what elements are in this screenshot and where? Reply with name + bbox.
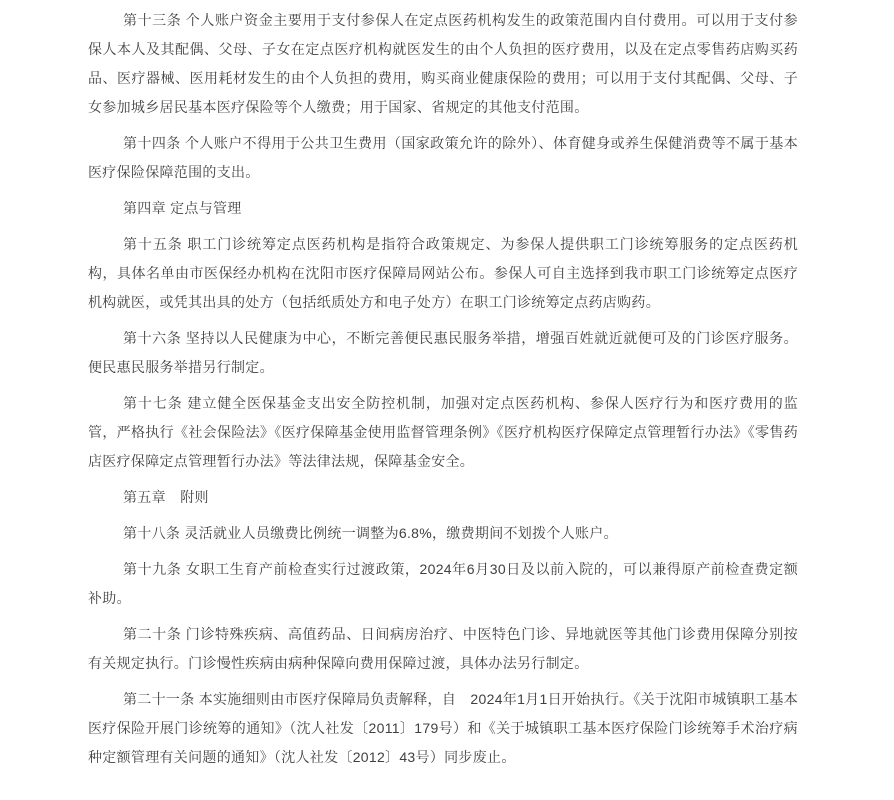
document-body bbox=[88, 6, 798, 779]
document-paragraph: 第十六条 坚持以人民健康为中心，不断完善便民惠民服务举措，增强百姓就近就便可及的门诊医疗服务。便民惠民服务举措另行制定。 bbox=[88, 330, 798, 375]
document-paragraph: 第二十一条 本实施细则由市医疗保障局负责解释，自 2024年1月1日开始执行。《关于沈阳市城镇职工基本医疗保险开展门诊统筹的通知》（沈人社发〔2011〕179号）和《关于城镇职工基本医疗保险门诊统筹手术治疗病种定额管理有关问题的通知》（沈人社发〔2012〕43号）同步废止。 bbox=[88, 691, 798, 765]
document-paragraph: 第十五条 职工门诊统筹定点医药机构是指符合政策规定、为参保人提供职工门诊统筹服务的定点医药机构，具体名单由市医保经办机构在沈阳市医疗保障局网站公布。参保人可自主选择到我市职工门诊统筹定点医疗机构就医，或凭其出具的处方（包括纸质处方和电子处方）在职工门诊统筹定点药店购药。 bbox=[88, 236, 798, 310]
document-paragraph: 第十七条 建立健全医保基金支出安全防控机制，加强对定点医药机构、参保人医疗行为和医疗费用的监管，严格执行《社会保险法》《医疗保障基金使用监督管理条例》《医疗机构医疗保障定点管理暂行办法》《零售药店医疗保障定点管理暂行办法》等法律法规，保障基金安全。 bbox=[88, 395, 798, 469]
chapter-heading: 第四章 定点与管理 bbox=[123, 200, 242, 216]
document-paragraph: 第十四条 个人账户不得用于公共卫生费用（国家政策允许的除外）、体育健身或养生保健消费等不属于基本医疗保险保障范围的支出。 bbox=[88, 135, 798, 180]
document-paragraph: 第十八条 灵活就业人员缴费比例统一调整为6.8%，缴费期间不划拨个人账户。 bbox=[123, 525, 618, 541]
chapter-heading: 第五章 附则 bbox=[123, 489, 209, 505]
document-paragraph: 第十九条 女职工生育产前检查实行过渡政策，2024年6月30日及以前入院的，可以兼得原产前检查费定额补助。 bbox=[88, 561, 798, 606]
document-paragraph: 第十三条 个人账户资金主要用于支付参保人在定点医药机构发生的政策范围内自付费用。可以用于支付参保人本人及其配偶、父母、子女在定点医疗机构就医发生的由个人负担的医疗费用，以及在定点零售药店购买药品、医疗器械、医用耗材发生的由个人负担的费用，购买商业健康保险的费用；可以用于支付其配偶、父母、子女参加城乡居民基本医疗保险等个人缴费；用于国家、省规定的其他支付范围。 bbox=[88, 12, 798, 115]
document-paragraph: 第二十条 门诊特殊疾病、高值药品、日间病房治疗、中医特色门诊、异地就医等其他门诊费用保障分别按有关规定执行。门诊慢性疾病由病种保障向费用保障过渡，具体办法另行制定。 bbox=[88, 626, 798, 671]
